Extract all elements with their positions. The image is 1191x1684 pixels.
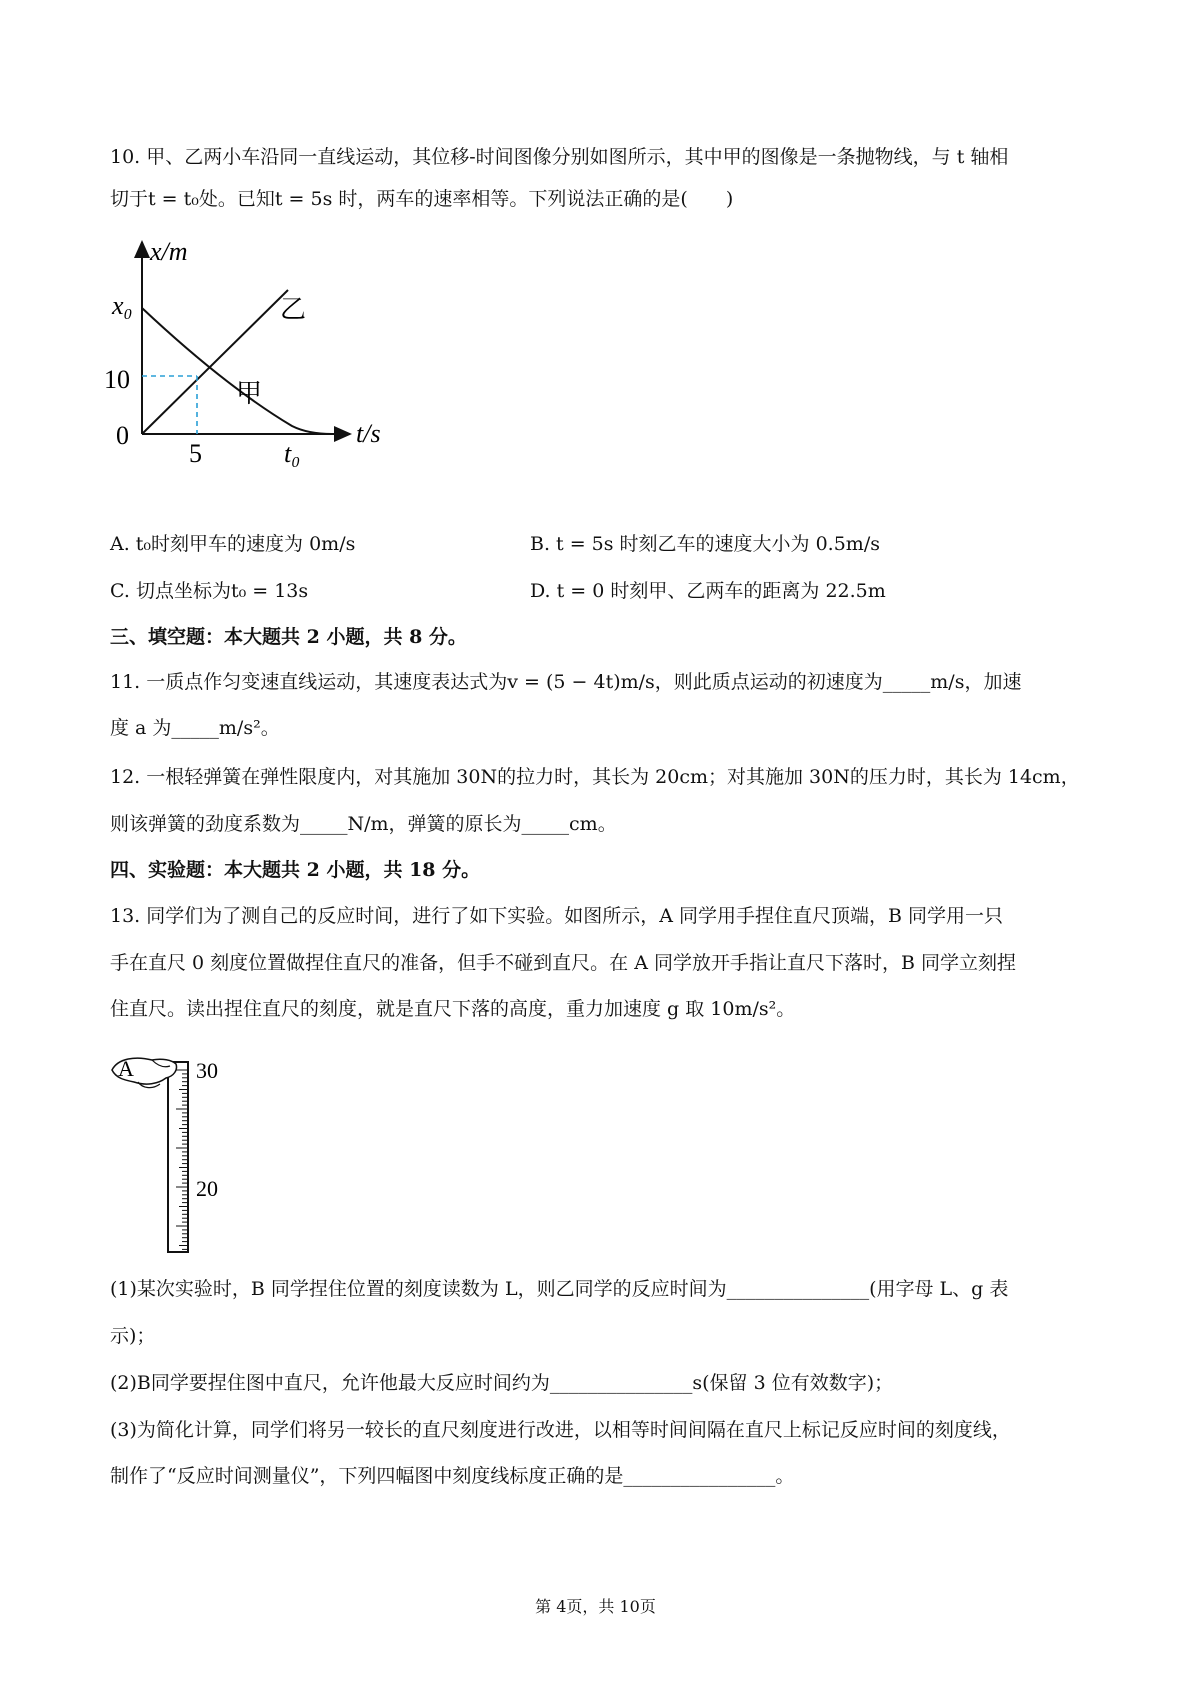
curve-jia [142,308,332,434]
q13-line3: 住直尺。读出捏住直尺的刻度，就是直尺下落的高度，重力加速度 g 取 10m/s²。 [110,998,796,1020]
q13-line2: 手在直尺 0 刻度位置做捏住直尺的准备，但手不碰到直尺。在 A 同学放开手指让直尺下落时，B 同学立刻捏 [110,952,1016,974]
q11-line2: 度 a 为_____m/s²。 [110,717,280,739]
q10-option-d: D. t = 0 时刻甲、乙两车的距离为 22.5m [530,580,886,602]
x-tick-5: 5 [189,439,202,468]
y-tick-10: 10 [104,365,130,394]
q13-sub3-line2: 制作了“反应时间测量仪”，下列四幅图中刻度线标度正确的是________________。 [110,1465,795,1487]
x-axis-label: t/s [356,419,381,448]
q13-sub1-line1: (1)某次实验时，B 同学捏住位置的刻度读数为 L，则乙同学的反应时间为_______________(用字母 L、g 表 [110,1278,1009,1300]
q13-line1: 13. 同学们为了测自己的反应时间，进行了如下实验。如图所示，A 同学用手捏住直尺顶端，B 同学用一只 [110,905,1004,927]
q13-ruler-figure [108,1050,238,1260]
q10-line2: 切于t = t₀处。已知t = 5s 时，两车的速率相等。下列说法正确的是( ) [110,188,734,210]
t0-label: t₀ [284,439,301,468]
q13-sub2: (2)B同学要捏住图中直尺，允许他最大反应时间约为_______________s(保留 3 位有效数字)； [110,1372,894,1394]
q13-sub3-line1: (3)为简化计算，同学们将另一较长的直尺刻度进行改进，以相等时间间隔在直尺上标记反应时间的刻度线， [110,1419,1011,1441]
line-yi [142,290,288,434]
q11-line1: 11. 一质点作匀变速直线运动，其速度表达式为v = (5 − 4t)m/s，则此质点运动的初速度为_____m/s，加速 [110,671,1022,693]
page-footer: 第 4页，共 10页 [535,1597,656,1616]
ruler-tick-20: 20 [196,1176,218,1201]
q12-line1: 12. 一根轻弹簧在弹性限度内，对其施加 30N的拉力时，其长为 20cm；对其施加 30N的压力时，其长为 14cm， [110,766,1080,788]
x0-label: x₀ [112,291,133,320]
q10-option-a: A. t₀时刻甲车的速度为 0m/s [110,533,356,555]
y-axis-label: x/m [150,237,188,266]
curve-jia-label: 甲 [236,379,263,408]
line-yi-label: 乙 [280,295,307,324]
q10-xt-graph [100,236,400,468]
q13-sub1-line2: 示)； [110,1325,156,1347]
ruler-tick-30: 30 [196,1058,218,1083]
section4-heading: 四、实验题：本大题共 2 小题，共 18 分。 [110,859,481,881]
q10-option-b: B. t = 5s 时刻乙车的速度大小为 0.5m/s [530,533,880,555]
ruler [168,1062,188,1252]
q12-line2: 则该弹簧的劲度系数为_____N/m，弹簧的原长为_____cm。 [110,813,617,835]
hand-label: A [118,1056,134,1081]
section3-heading: 三、填空题：本大题共 2 小题，共 8 分。 [110,626,467,648]
q10-line1: 10. 甲、乙两小车沿同一直线运动，其位移-时间图像分别如图所示，其中甲的图像是一条抛物线，与 t 轴相 [110,146,1009,168]
origin-label: 0 [116,421,129,450]
q10-option-c: C. 切点坐标为t₀ = 13s [110,580,309,602]
